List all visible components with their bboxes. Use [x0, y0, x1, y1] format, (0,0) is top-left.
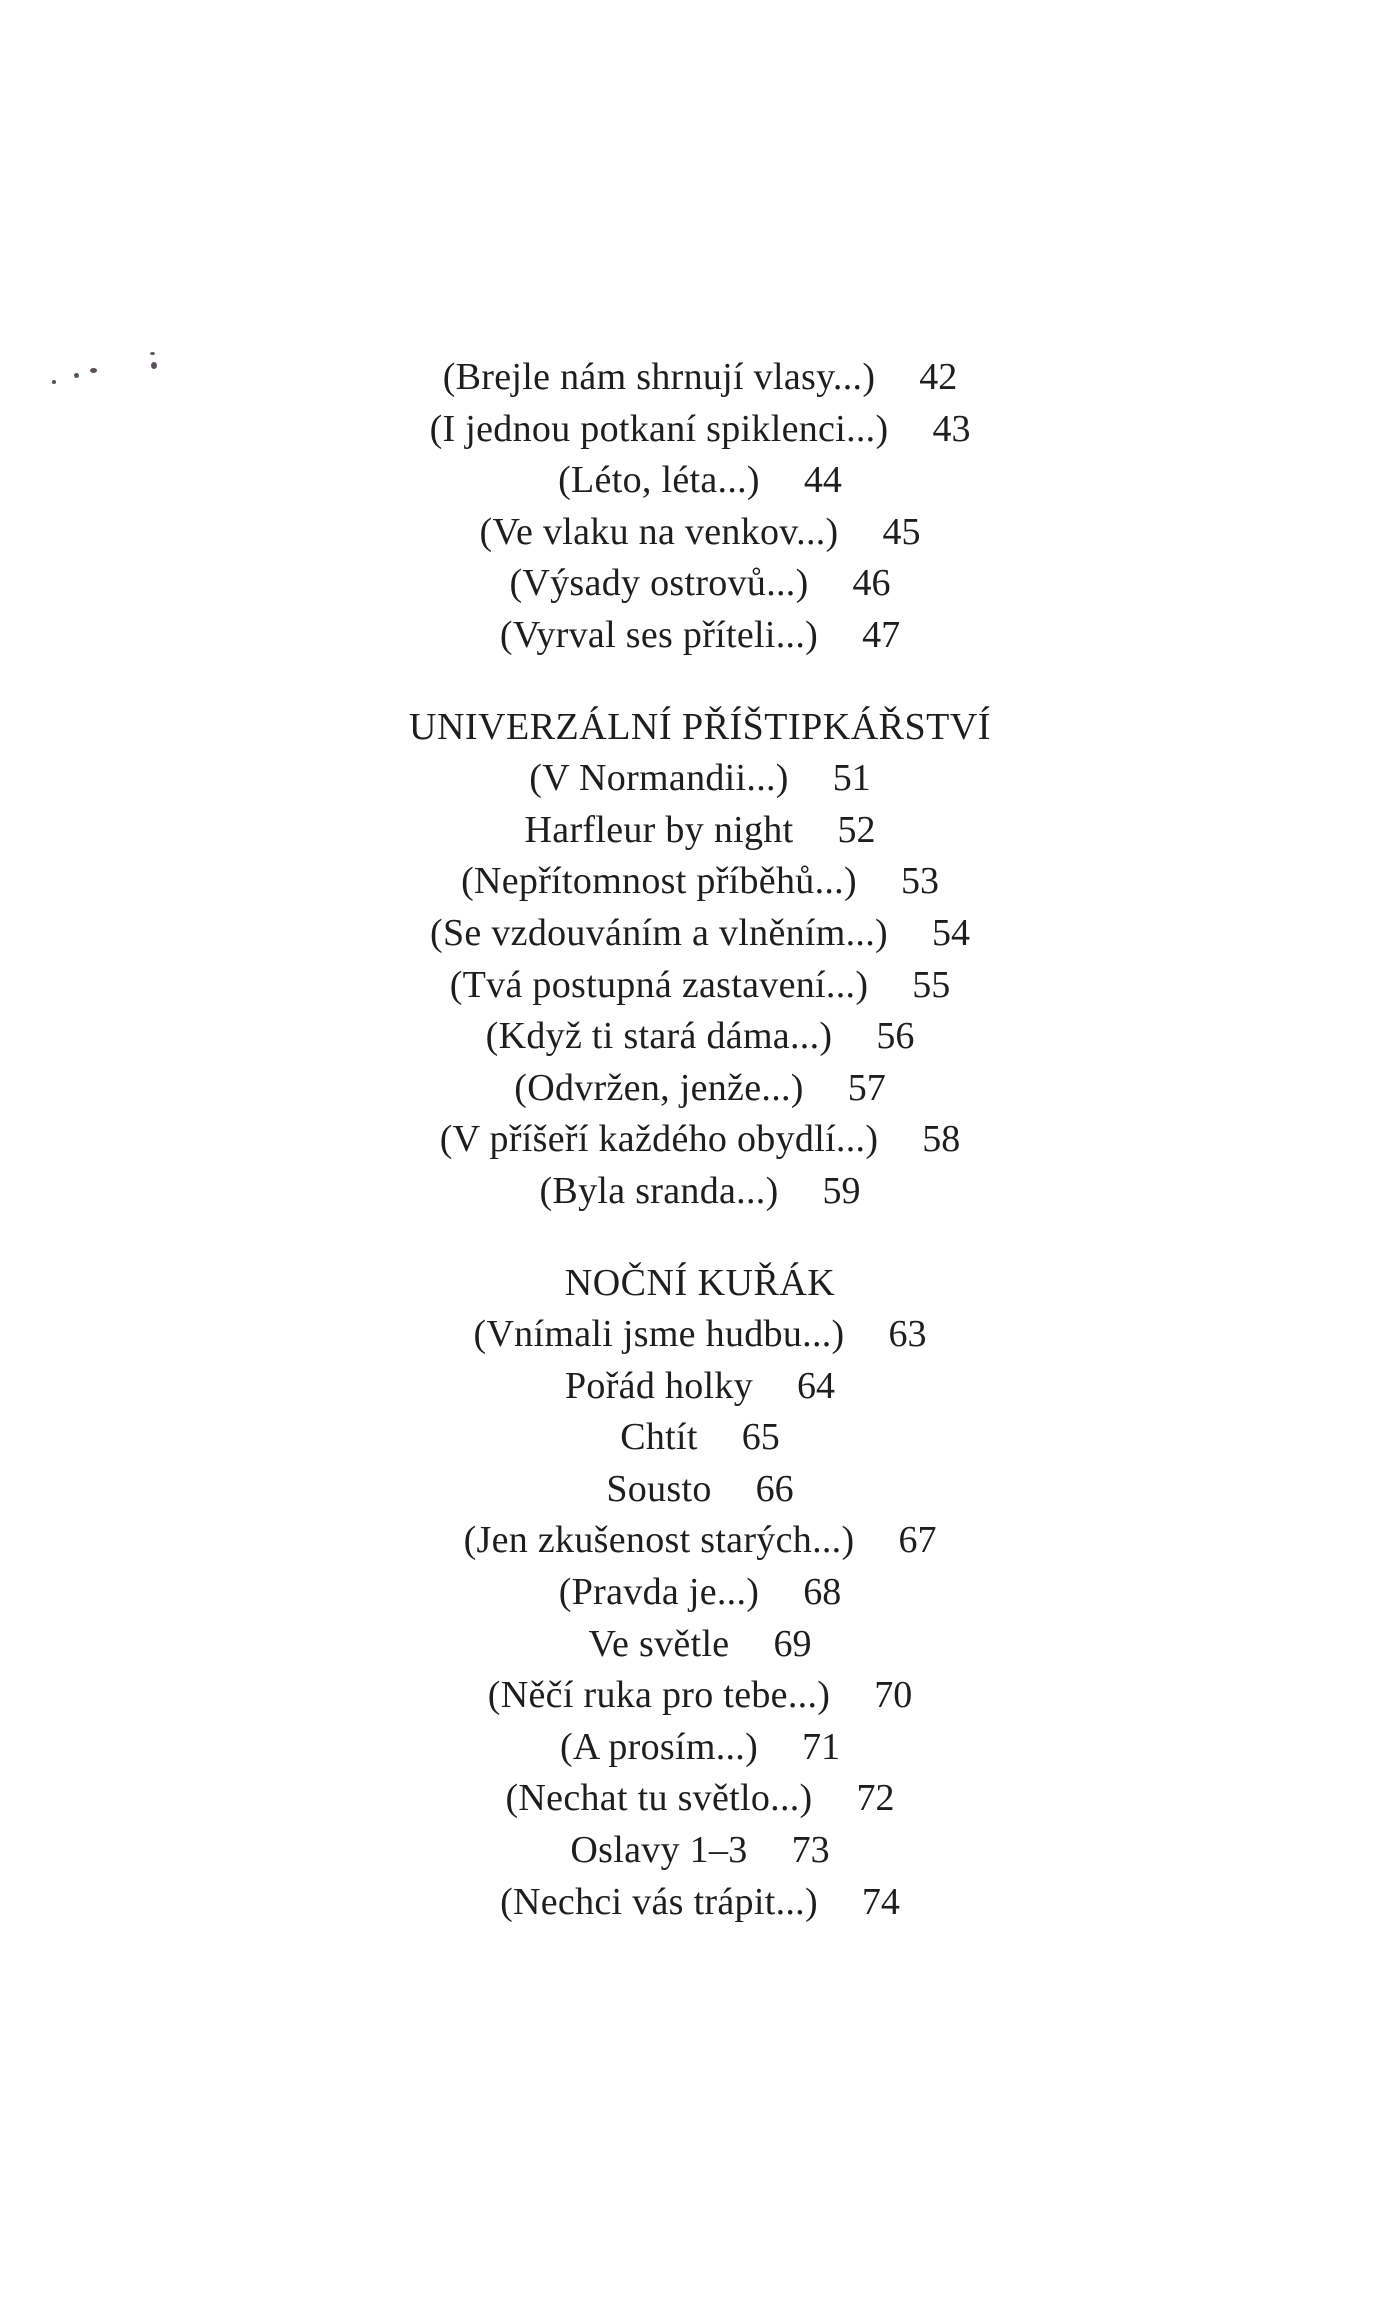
toc-entry: [0, 1166, 1400, 1218]
entry-title: (V Normandii...): [529, 757, 789, 800]
entry-title: (Výsady ostrovů...): [509, 562, 809, 605]
entry-title: (Byla sranda...): [539, 1169, 779, 1212]
entry-page-number: 57: [847, 1066, 886, 1109]
entry-title: (Pravda je...): [558, 1571, 760, 1614]
toc-entry: [0, 1670, 1400, 1722]
toc-entry: [0, 1773, 1400, 1825]
toc-entry: [0, 1309, 1400, 1361]
entry-page-number: 51: [832, 757, 871, 800]
entry-title: (Nechci vás trápit...): [500, 1880, 818, 1923]
entry-page-number: 53: [900, 860, 939, 903]
entry-page-number: 52: [837, 808, 876, 851]
toc-entry: [0, 352, 1400, 404]
entry-page-number: 66: [755, 1467, 794, 1510]
entry-page-number: 72: [856, 1777, 895, 1820]
entry-title: Harfleur by night: [524, 808, 794, 851]
entry-page-number: 73: [791, 1829, 830, 1872]
toc-entry: [0, 805, 1400, 857]
entry-page-number: 46: [852, 562, 891, 605]
entry-page-number: 74: [861, 1880, 900, 1923]
entry-title: (Nepřítomnost příběhů...): [461, 860, 857, 903]
toc-entry: [0, 908, 1400, 960]
toc-entry: [0, 1063, 1400, 1115]
toc-entry: [0, 1011, 1400, 1063]
toc-entry: [0, 507, 1400, 559]
entry-page-number: 56: [876, 1015, 915, 1058]
entry-page-number: 71: [802, 1725, 841, 1768]
entry-title: (I jednou potkaní spiklenci...): [429, 407, 889, 450]
toc-entry: [0, 753, 1400, 805]
toc-entry: [0, 1114, 1400, 1166]
toc-entry: [0, 960, 1400, 1012]
entry-title: (Brejle nám shrnují vlasy...): [442, 356, 876, 398]
entry-page-number: 42: [919, 356, 958, 398]
entry-page-number: 47: [862, 613, 901, 656]
toc-entry: [0, 1515, 1400, 1567]
entry-title: (Když ti stará dáma...): [485, 1015, 833, 1058]
entry-title: (Léto, léta...): [558, 459, 760, 502]
entry-title: (V příšeří každého obydlí...): [439, 1118, 879, 1161]
toc-entry: [0, 1412, 1400, 1464]
toc-entry: [0, 404, 1400, 456]
entry-title: (Tvá postupná zastavení...): [449, 963, 869, 1006]
entry-title: (Jen zkušenost starých...): [463, 1519, 855, 1562]
entry-title: Chtít: [620, 1416, 698, 1459]
entry-title: (Vyrval ses příteli...): [499, 613, 819, 656]
entry-title: (Nechat tu světlo...): [505, 1777, 813, 1820]
entry-title: (Ve vlaku na venkov...): [479, 510, 839, 553]
toc-entry: [0, 558, 1400, 610]
toc-entry: [0, 1877, 1400, 1929]
entry-page-number: 63: [888, 1313, 927, 1356]
entry-page-number: 65: [741, 1416, 780, 1459]
entry-page-number: 45: [882, 510, 921, 553]
toc-entry: [0, 1825, 1400, 1877]
entry-page-number: 54: [931, 911, 970, 954]
entry-page-number: 59: [822, 1169, 861, 1212]
entry-title: Ve světle: [588, 1622, 730, 1665]
entry-page-number: 43: [932, 407, 971, 450]
section-heading: UNIVERZÁLNÍ PŘÍŠTIPKÁŘSTVÍ: [409, 705, 991, 748]
section-heading: NOČNÍ KUŘÁK: [564, 1261, 836, 1304]
entry-page-number: 58: [922, 1118, 961, 1161]
toc-entry: [0, 1464, 1400, 1516]
entry-title: (Vnímali jsme hudbu...): [473, 1313, 845, 1356]
entry-page-number: 55: [912, 963, 951, 1006]
entry-page-number: 67: [898, 1519, 937, 1562]
entry-page-number: 70: [874, 1674, 913, 1717]
entry-title: (A prosím...): [559, 1725, 759, 1768]
entry-page-number: 69: [773, 1622, 812, 1665]
table-of-contents: [0, 352, 1400, 1928]
toc-section: [0, 352, 1400, 662]
entry-page-number: 68: [803, 1571, 842, 1614]
entry-title: (Se vzdouváním a vlněním...): [430, 911, 888, 954]
toc-entry: [0, 610, 1400, 662]
entry-title: Oslavy 1–3: [570, 1829, 748, 1872]
entry-page-number: 44: [803, 459, 842, 502]
entry-page-number: 64: [797, 1364, 835, 1407]
toc-entry: [0, 1722, 1400, 1774]
entry-title: Pořád holky: [564, 1364, 753, 1407]
toc-entry: [0, 1567, 1400, 1619]
toc-section: [0, 702, 1400, 1218]
entry-title: Sousto: [606, 1467, 712, 1510]
entry-title: (Něčí ruka pro tebe...): [487, 1674, 831, 1717]
toc-entry: [0, 1619, 1400, 1671]
toc-entry: [0, 856, 1400, 908]
entry-title: (Odvržen, jenže...): [514, 1066, 804, 1109]
toc-entry: [0, 1361, 1400, 1413]
toc-entry: [0, 455, 1400, 507]
toc-section: [0, 1258, 1400, 1929]
